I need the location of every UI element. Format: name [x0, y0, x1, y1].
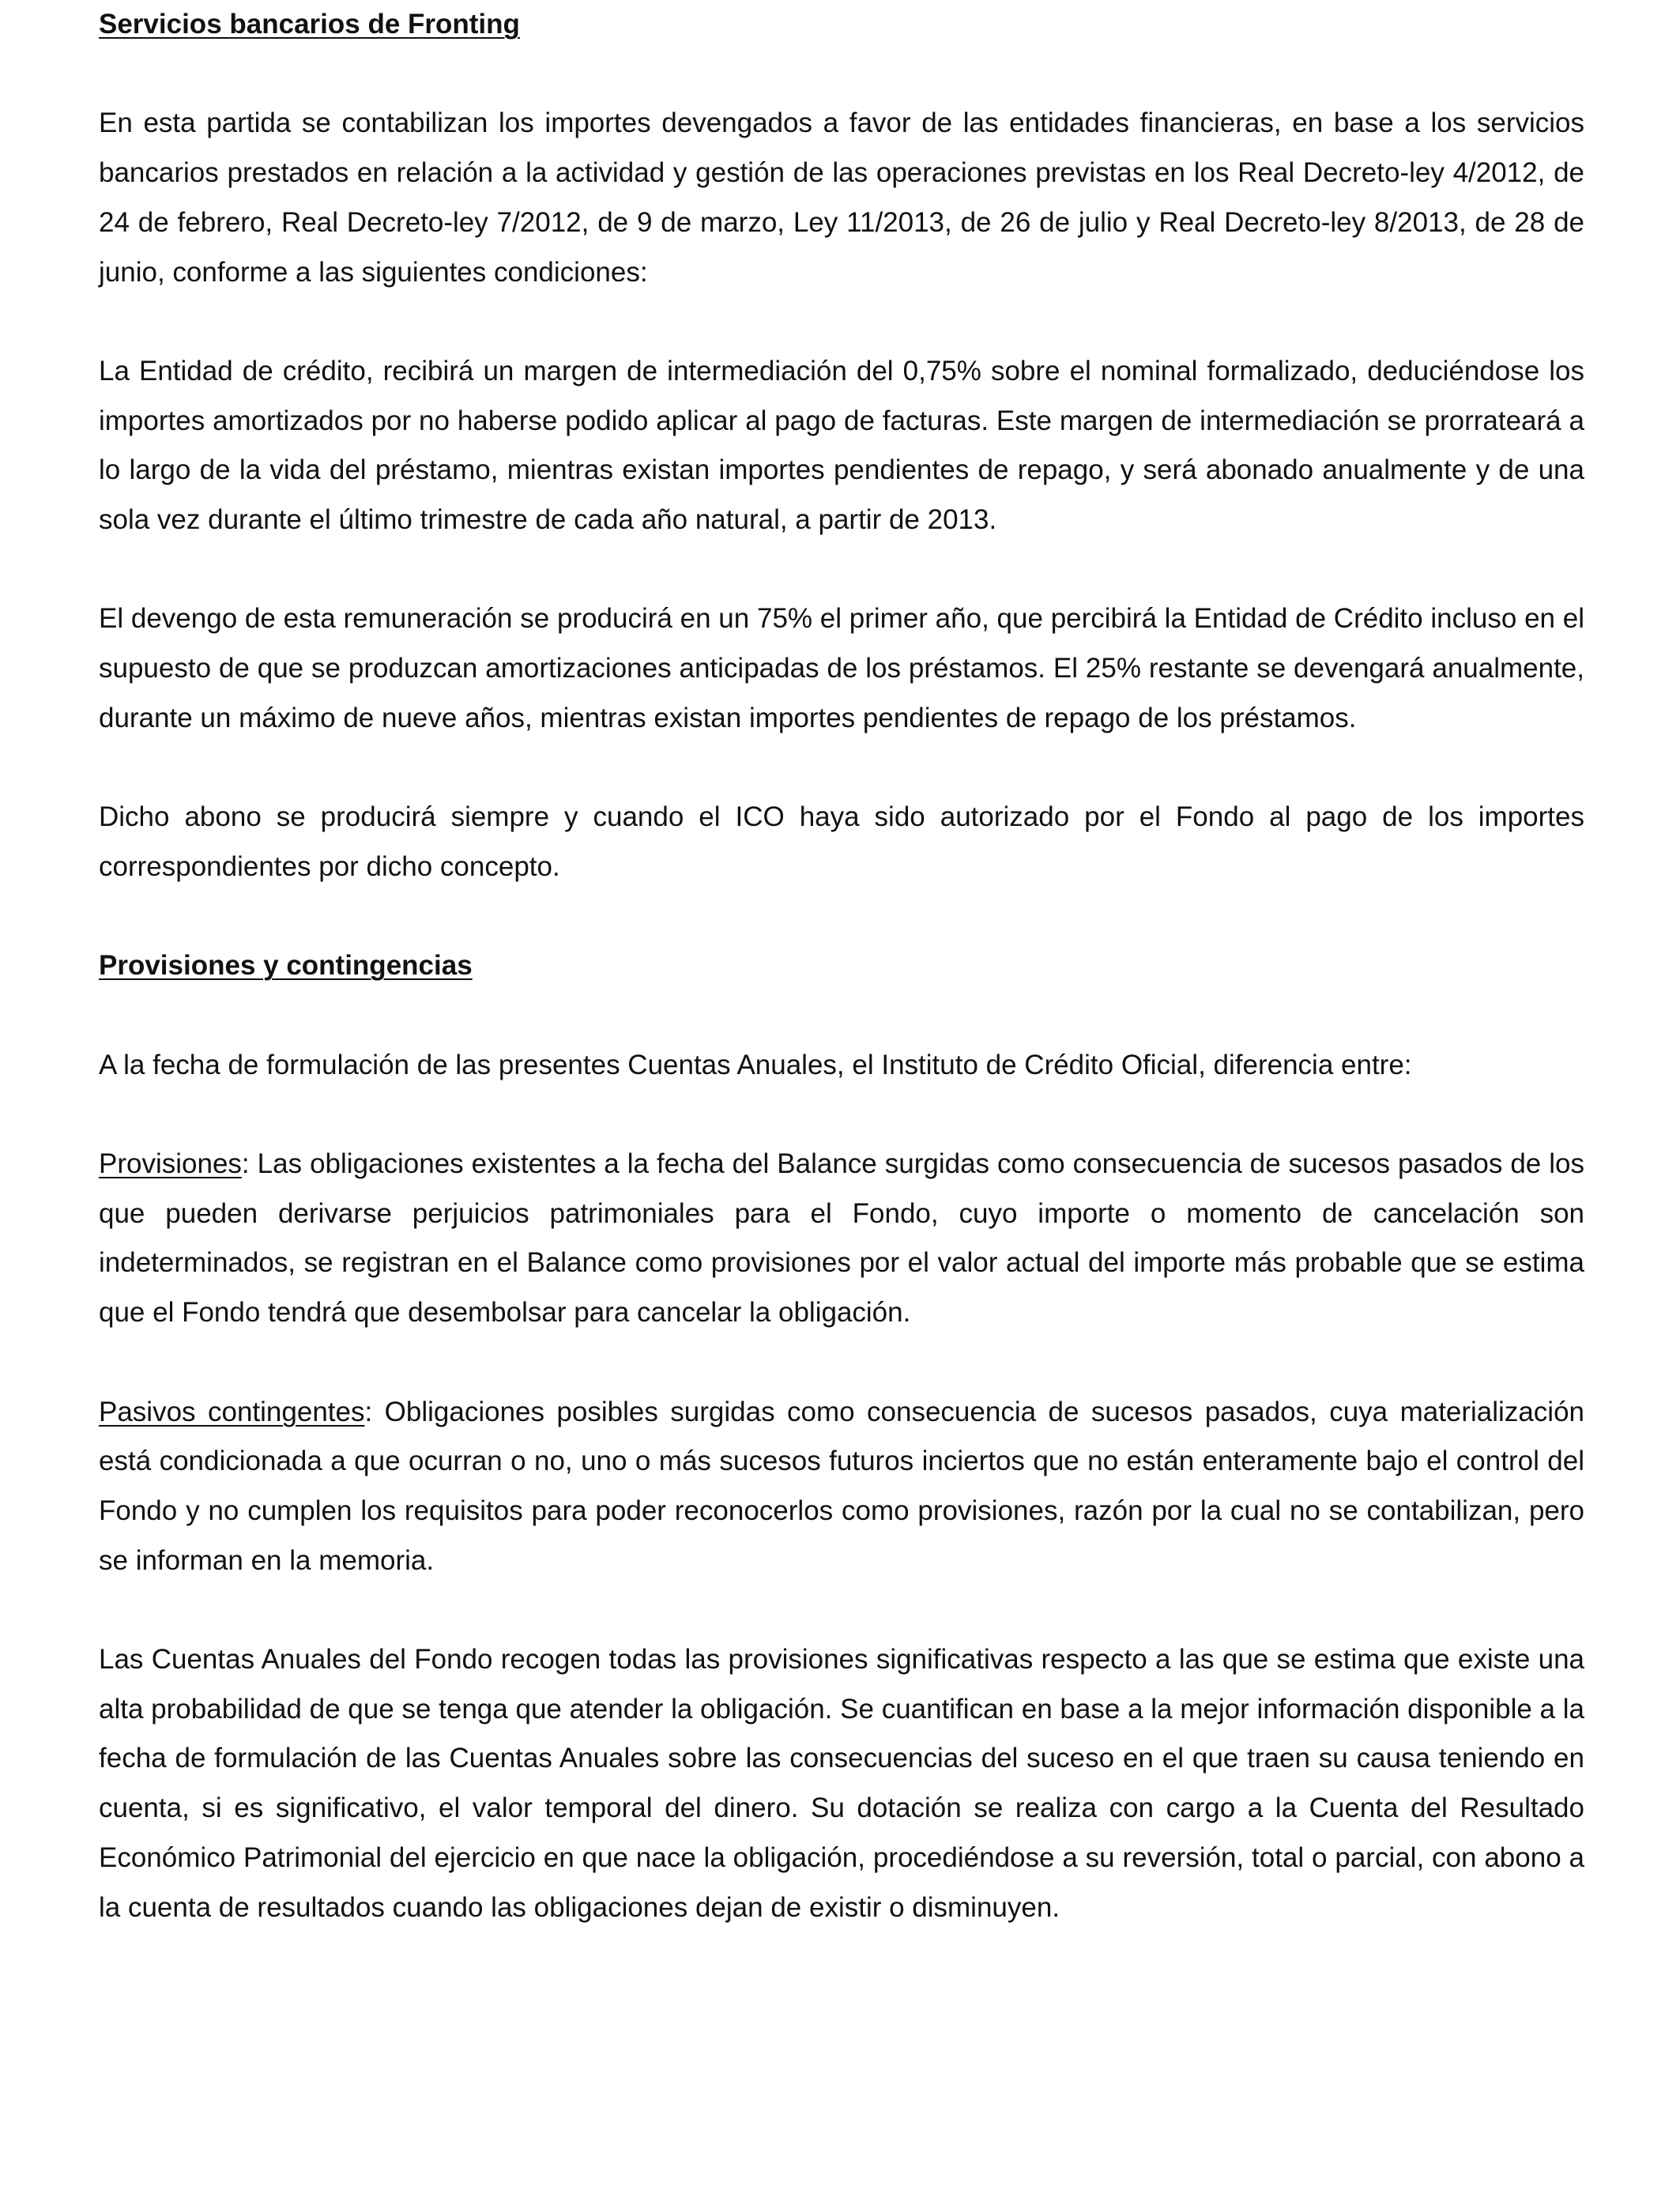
paragraph-remuneration-accrual: El devengo de esta remuneración se producirá en un 75% el primer año, que percibirá la Entidad de Crédito incluso en el supuesto de que se produzcan amortizaciones anticipadas de los préstamos. El 25% restante se devengará anualmente, durante un máximo de nueve años, mientras existan importes pendientes de repago de los préstamos.: [99, 603, 1584, 733]
term-pasivos-contingentes: Pasivos contingentes: [99, 1396, 365, 1427]
paragraph-payment-authorization: Dicho abono se producirá siempre y cuando el ICO haya sido autorizado por el Fondo al pago de los importes correspondientes por dicho concepto.: [99, 801, 1584, 882]
document-page: [99, 0, 1584, 1932]
section-heading-fronting: Servicios bancarios de Fronting: [99, 9, 520, 40]
term-separator: :: [364, 1396, 373, 1427]
paragraph-intermediation-margin: La Entidad de crédito, recibirá un margen de intermediación del 0,75% sobre el nominal formalizado, deduciéndose los importes amortizados por no haberse podido aplicar al pago de facturas. Este margen de intermediación se prorrateará a lo largo de la vida del préstamo, mientras existan importes pendientes de repago, y será abonado anualmente y de una sola vez durante el último trimestre de cada año natural, a partir de 2013.: [99, 355, 1584, 535]
term-separator: :: [241, 1148, 250, 1180]
paragraph-provisiones-intro: A la fecha de formulación de las presentes Cuentas Anuales, el Instituto de Crédito Oficial, diferencia entre:: [99, 1049, 1412, 1080]
paragraph-pasivos-definition: [99, 1388, 1584, 1586]
term-provisiones: Provisiones: [99, 1148, 242, 1180]
provisiones-text: Las obligaciones existentes a la fecha del Balance surgidas como consecuencia de sucesos pasados de los que pueden derivarse perjuicios patrimoniales para el Fondo, cuyo importe o momento de cancelación son indeterminados, se registran en el Balance como provisiones por el valor actual del importe más probable que se estima que el Fondo tendrá que desembolsar para cancelar la obligación.: [99, 1148, 1584, 1329]
pasivos-text: Obligaciones posibles surgidas como consecuencia de sucesos pasados, cuya materialización está condicionada a que ocurran o no, uno o más sucesos futuros inciertos que no están enteramente bajo el control del Fondo y no cumplen los requisitos para poder reconocerlos como provisiones, razón por la cual no se contabilizan, pero se informan en la memoria.: [99, 1396, 1584, 1576]
paragraph-fronting-intro: En esta partida se contabilizan los importes devengados a favor de las entidades financieras, en base a los servicios bancarios prestados en relación a la actividad y gestión de las operaciones previstas en los Real Decreto-ley 4/2012, de 24 de febrero, Real Decreto-ley 7/2012, de 9 de marzo, Ley 11/2013, de 26 de julio y Real Decreto-ley 8/2013, de 28 de junio, conforme a las siguientes condiciones:: [99, 107, 1584, 288]
paragraph-provisiones-definition: [99, 1140, 1584, 1338]
section-heading-provisiones: Provisiones y contingencias: [99, 950, 473, 982]
paragraph-provisiones-closing: Las Cuentas Anuales del Fondo recogen todas las provisiones significativas respecto a las que se estima que existe una alta probabilidad de que se tenga que atender la obligación. Se cuantifican en base a la mejor información disponible a la fecha de formulación de las Cuentas Anuales sobre las consecuencias del suceso en el que traen su causa teniendo en cuenta, si es significativo, el valor temporal del dinero. Su dotación se realiza con cargo a la Cuenta del Resultado Económico Patrimonial del ejercicio en que nace la obligación, procediéndose a su reversión, total o parcial, con abono a la cuenta de resultados cuando las obligaciones dejan de existir o disminuyen.: [99, 1644, 1584, 1923]
